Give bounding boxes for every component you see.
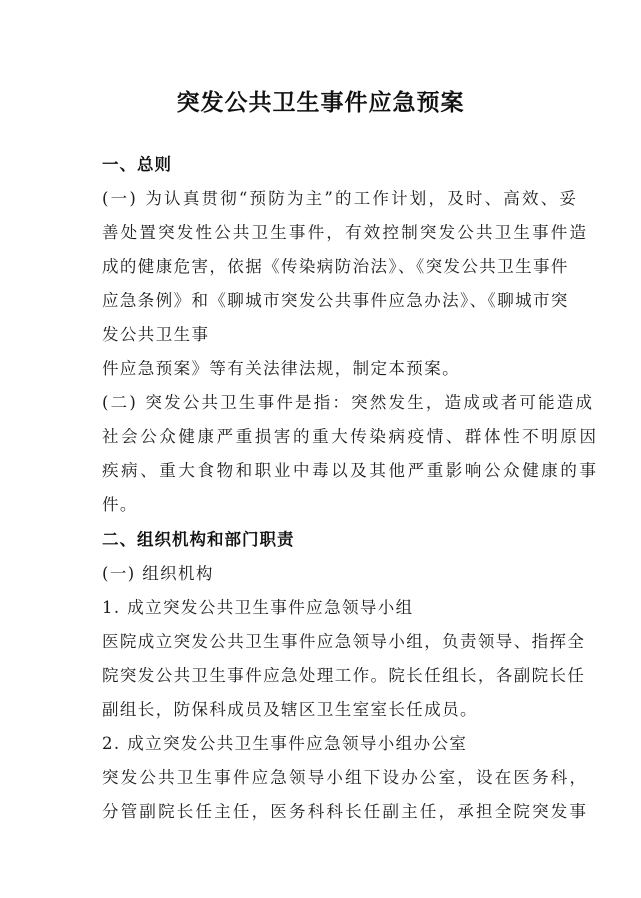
paragraph-line: 件应急预案》等有关法律法规，制定本预案。 — [102, 359, 460, 378]
paragraph-line: (二) 突发公共卫生事件是指：突然发生，造成或者可能造成 — [102, 393, 595, 412]
paragraph-line: 发公共卫生事 — [102, 325, 210, 344]
paragraph-line: 善处置突发性公共卫生事件，有效控制突发公共卫生事件造 — [102, 223, 589, 242]
paragraph-line: 突发公共卫生事件应急领导小组下设办公室，设在医务科， — [102, 768, 589, 787]
paragraph-line: 院突发公共卫生事件应急处理工作。院长任组长，各副院长任 — [102, 666, 586, 685]
document-title: 突发公共卫生事件应急预案 — [176, 90, 465, 116]
paragraph-line: 疾病、重大食物和职业中毒以及其他严重影响公众健康的事 — [102, 461, 599, 480]
section-heading-general: 一、总则 — [102, 155, 172, 174]
item-heading: 1. 成立突发公共卫生事件应急领导小组 — [102, 598, 414, 617]
section-heading-organization: 二、组织机构和部门职责 — [102, 530, 295, 549]
paragraph-line: 应急条例》和《聊城市突发公共事件应急办法》、《聊城市突 — [102, 291, 569, 310]
paragraph-line: 社会公众健康严重损害的重大传染病疫情、群体性不明原因 — [102, 427, 599, 446]
paragraph-line: 医院成立突发公共卫生事件应急领导小组，负责领导、指挥全 — [102, 632, 586, 651]
item-heading: 2. 成立突发公共卫生事件应急领导小组办公室 — [102, 734, 468, 753]
paragraph-line: 分管副院长任主任，医务科科长任副主任，承担全院突发事 — [102, 802, 589, 821]
subsection-heading: (一) 组织机构 — [102, 564, 214, 583]
paragraph-line: (一) 为认真贯彻“预防为主”的工作计划，及时、高效、妥 — [102, 189, 579, 208]
paragraph-line: 副组长，防保科成员及辖区卫生室室长任成员。 — [102, 700, 478, 719]
paragraph-line: 件。 — [102, 495, 138, 514]
paragraph-line: 成的健康危害，依据《传染病防治法》、《突发公共卫生事件 — [102, 257, 569, 276]
